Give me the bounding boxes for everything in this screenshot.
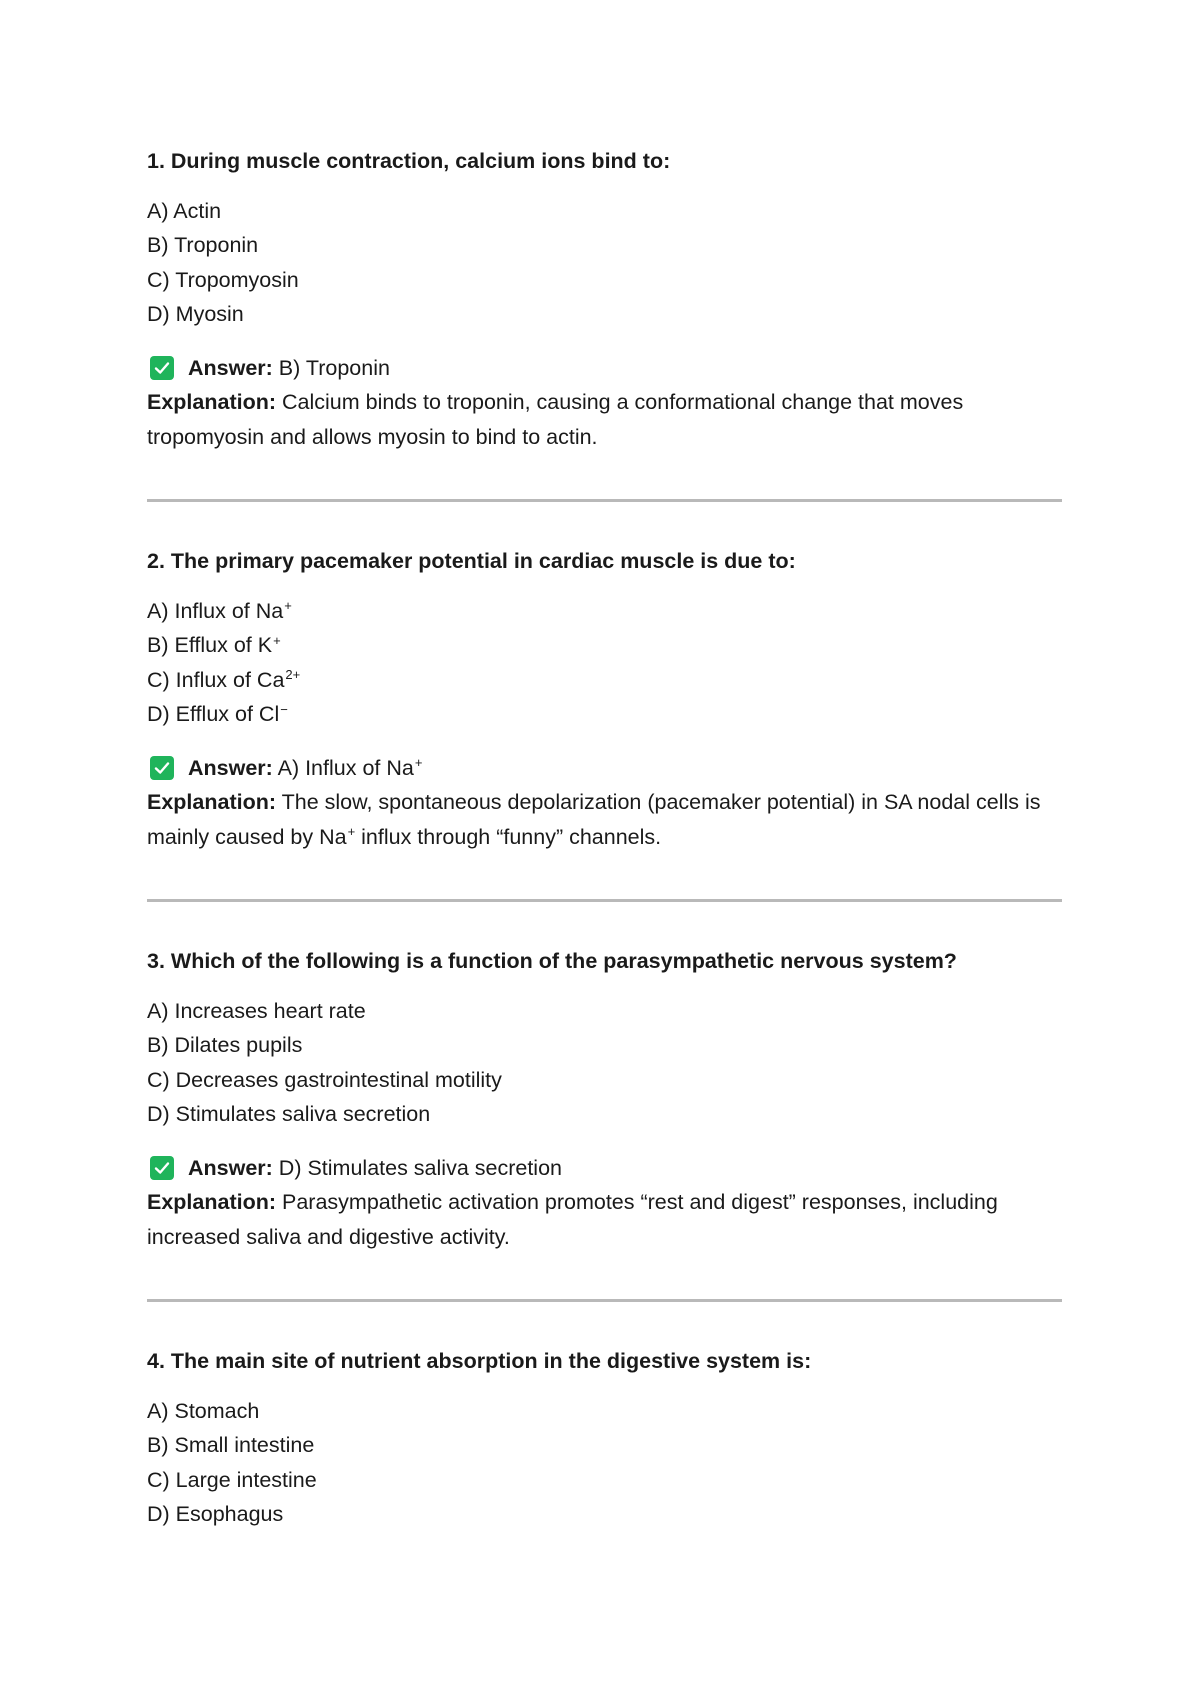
option-text: B) Small intestine [147,1433,315,1457]
superscript: + [273,632,281,648]
option-b [147,1428,1062,1463]
check-box-icon [150,356,174,380]
option-d [147,1497,1062,1532]
option-text: D) Esophagus [147,1502,284,1526]
option-text: C) Decreases gastrointestinal motility [147,1067,502,1092]
option-d [147,297,1062,332]
answer-label: Answer: [188,1155,273,1180]
option-a [147,594,1062,629]
explanation-text: The slow, spontaneous depolarization (pacemaker potential) in SA nodal cells is mainly caused by Na [147,790,1041,849]
answer-line [147,751,1062,786]
explanation [147,785,1062,854]
question-1 [147,144,1062,454]
option-text: A) Stomach [147,1398,260,1423]
option-d [147,697,1062,732]
option-text: A) Actin [147,198,222,223]
answer-line [147,1151,1062,1186]
option-text: C) Large intestine [147,1467,317,1492]
option-text: A) Influx of Na [147,598,284,623]
options-list [147,994,1062,1132]
superscript: + [284,598,292,614]
option-b [147,1028,1062,1063]
check-box-icon [150,1156,174,1180]
explanation-text: Calcium binds to troponin, causing a conformational change that moves tropomyosin and allows myosin to bind to actin. [147,390,964,449]
option-b [147,228,1062,263]
explanation-label: Explanation: [147,1190,277,1214]
explanation [147,385,1062,454]
option-c [147,1063,1062,1098]
divider [147,899,1062,902]
answer-label: Answer: [188,355,273,380]
option-text: D) Efflux of Cl [147,702,280,726]
answer-text: A) Influx of Na [272,755,414,780]
quiz-content [147,144,1062,1551]
answer-label: Answer: [188,755,273,780]
answer-text: B) Troponin [272,355,390,380]
explanation-text: Parasympathetic activation promotes “rest and digest” responses, including increased saliva and digestive activity. [147,1190,998,1249]
option-b [147,628,1062,663]
option-text: B) Troponin [147,233,259,257]
question-2 [147,544,1062,854]
explanation-text-end: influx through “funny” channels. [355,824,662,849]
superscript: 2+ [285,667,301,683]
superscript: + [347,824,356,840]
check-box-icon [150,756,174,780]
option-a [147,194,1062,229]
question-title: 2. The primary pacemaker potential in cardiac muscle is due to: [147,549,796,573]
option-a [147,994,1062,1029]
option-a [147,1394,1062,1429]
answer-text: D) Stimulates saliva secretion [272,1155,562,1180]
explanation-label: Explanation: [147,790,277,814]
options-list [147,594,1062,732]
options-list [147,194,1062,332]
option-text: B) Efflux of K [147,633,273,657]
option-c [147,663,1062,698]
option-text: C) Influx of Ca [147,667,285,692]
options-list [147,1394,1062,1532]
option-text: C) Tropomyosin [147,267,299,292]
explanation [147,1185,1062,1254]
option-text: B) Dilates pupils [147,1033,303,1057]
superscript: − [280,701,288,717]
question-title: 1. During muscle contraction, calcium ions bind to: [147,149,671,173]
superscript: + [414,755,423,771]
answer-line [147,351,1062,386]
explanation-label: Explanation: [147,390,277,414]
option-c [147,1463,1062,1498]
question-4 [147,1344,1062,1532]
question-3 [147,944,1062,1254]
option-text: D) Myosin [147,302,244,326]
option-d [147,1097,1062,1132]
divider [147,499,1062,502]
option-text: D) Stimulates saliva secretion [147,1102,431,1126]
option-c [147,263,1062,298]
question-title: 4. The main site of nutrient absorption in the digestive system is: [147,1349,812,1373]
question-title: 3. Which of the following is a function of the parasympathetic nervous system? [147,949,957,973]
divider [147,1299,1062,1302]
option-text: A) Increases heart rate [147,998,366,1023]
